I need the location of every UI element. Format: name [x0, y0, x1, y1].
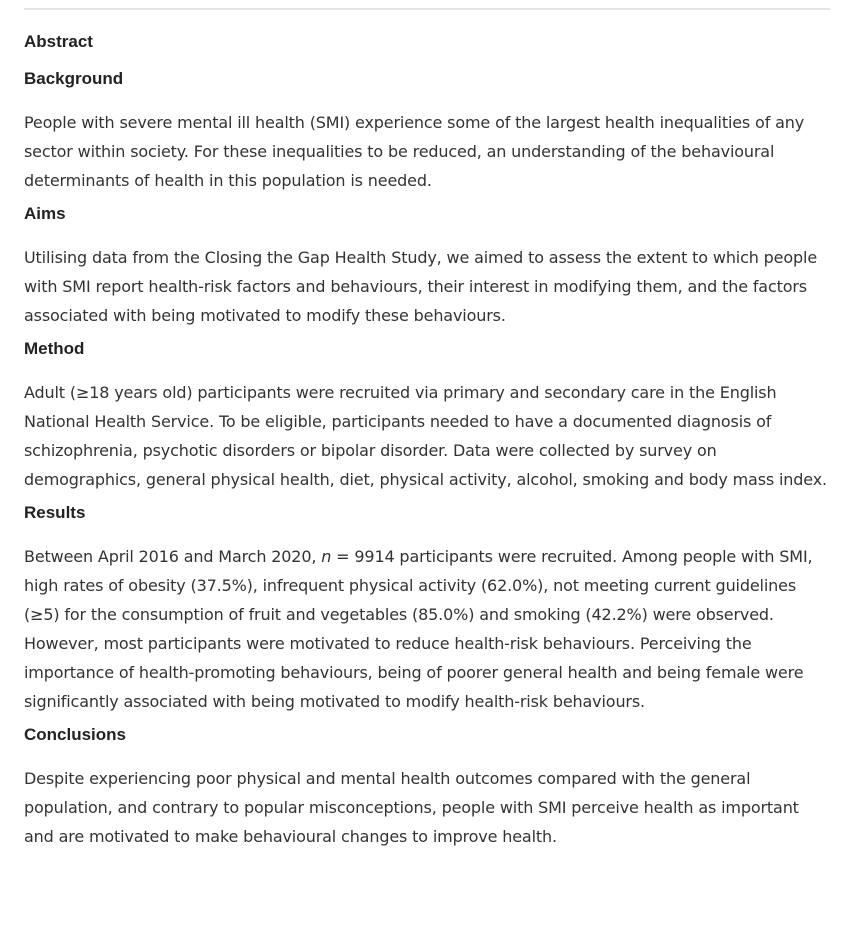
- section-heading: Method: [24, 339, 85, 358]
- section-body: Utilising data from the Closing the Gap Health Study, we aimed to assess the extent to which people with SMI report health-risk factors and behaviours, their interest in modifying them, and the factors associated with being motivated to modify these behaviours.: [24, 248, 818, 325]
- section-heading: Aims: [24, 204, 66, 223]
- section-body: [24, 542, 830, 716]
- section-heading: Results: [24, 503, 86, 522]
- section-results: [24, 502, 830, 716]
- section-method: [24, 338, 830, 494]
- top-divider: [24, 8, 830, 10]
- section-conclusions: [24, 724, 830, 851]
- sample-size-symbol: n: [321, 547, 332, 566]
- section-body: Despite experiencing poor physical and mental health outcomes compared with the general population, and contrary to popular misconceptions, people with SMI perceive health as important and are motivated to make behavioural changes to improve health.: [24, 769, 799, 846]
- section-heading: Conclusions: [24, 725, 127, 744]
- results-text-start: Between April 2016 and March 2020,: [24, 547, 322, 566]
- abstract-container: [24, 31, 830, 859]
- section-background: [24, 68, 830, 195]
- section-body: People with severe mental ill health (SMI) experience some of the largest health inequalities of any sector within society. For these inequalities to be reduced, an understanding of the behavioural determinants of health in this population is needed.: [24, 113, 805, 190]
- section-heading: Background: [24, 69, 124, 88]
- abstract-title: Abstract: [24, 32, 93, 51]
- results-text-rest: = 9914 participants were recruited. Among people with SMI, high rates of obesity (37.5%), infrequent physical activity (62.0%), not meeting current guidelines (≥5) for the consumption of fruit and vegetables (85.0%) and smoking (42.2%) were observed. However, most participants were motivated to reduce health-risk behaviours. Perceiving the importance of health-promoting behaviours, being of poorer general health and being female were significantly associated with being motivated to modify health-risk behaviours.: [24, 547, 813, 711]
- section-body: Adult (≥18 years old) participants were recruited via primary and secondary care in the English National Health Service. To be eligible, participants needed to have a documented diagnosis of schizophrenia, psychotic disorders or bipolar disorder. Data were collected by survey on demographics, general physical health, diet, physical activity, alcohol, smoking and body mass index.: [24, 383, 827, 489]
- section-aims: [24, 203, 830, 330]
